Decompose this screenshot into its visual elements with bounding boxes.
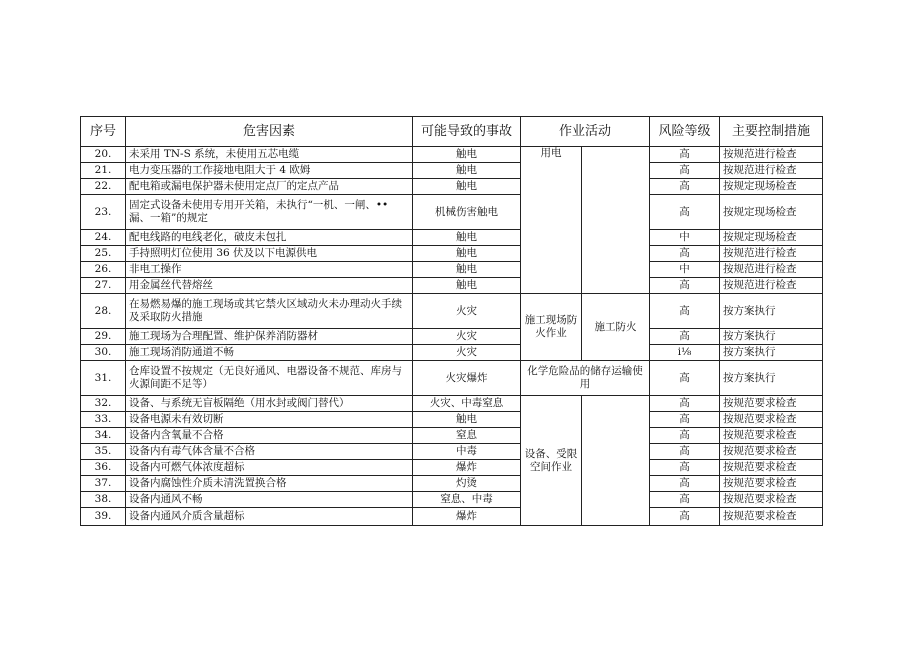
row-hazard: 未采用 TN-S 系统，未使用五芯电缆 [126,147,413,163]
row-level: 高 [650,294,720,329]
table-row [81,294,823,329]
row-accident: 火灾爆炸 [413,361,521,396]
row-level: 高 [650,492,720,508]
header-activity: 作业活动 [521,117,650,147]
row-hazard: 施工现场消防通道不畅 [126,345,413,361]
row-level: 高 [650,508,720,526]
header-measure: 主要控制措施 [720,117,823,147]
row-hazard: 固定式设备未使用专用开关箱，未执行“一机、一闸、•• 漏、一箱”的规定 [126,195,413,230]
row-level: 高 [650,163,720,179]
row-level: 高 [650,460,720,476]
row-hazard: 设备电源未有效切断 [126,412,413,428]
row-num: 29. [81,329,126,345]
table-row [81,195,823,230]
row-measure: 按规范要求检查 [720,508,823,526]
row-hazard: 设备内通风介质含量超标 [126,508,413,526]
row-measure: 按规范要求检查 [720,396,823,412]
group-space: 设备、受限空间作业 [521,396,582,526]
header-accident: 可能导致的事故 [413,117,521,147]
table-row [81,230,823,246]
row-accident: 触电 [413,230,521,246]
table-row [81,147,823,163]
row-num: 23. [81,195,126,230]
row-hazard: 配电线路的电线老化，破皮未包扎 [126,230,413,246]
row-accident: 爆炸 [413,508,521,526]
table-row [81,345,823,361]
row-measure: 按规范进行检查 [720,246,823,262]
row-measure: 按规定现场检查 [720,179,823,195]
row-num: 27. [81,278,126,294]
group-electric: 用电 [521,147,582,294]
row-measure: 按规范进行检查 [720,147,823,163]
table-row [81,179,823,195]
table-row [81,163,823,179]
row-num: 22. [81,179,126,195]
row-measure: 按规范进行检查 [720,163,823,179]
row-num: 24. [81,230,126,246]
row-accident: 触电 [413,262,521,278]
table-row [81,444,823,460]
row-measure: 按规范要求检查 [720,428,823,444]
row-num: 39. [81,508,126,526]
row-accident: 窒息、中毒 [413,492,521,508]
table-row [81,428,823,444]
row-hazard: 非电工操作 [126,262,413,278]
row-level: 高 [650,179,720,195]
row-measure: 按方案执行 [720,345,823,361]
row-hazard: 仓库设置不按规定（无良好通风、电器设备不规范、库房与火源间距不足等） [126,361,413,396]
row-level: 高 [650,246,720,262]
table-row [81,508,823,526]
row-measure: 按规范要求检查 [720,492,823,508]
row-num: 32. [81,396,126,412]
table-row [81,262,823,278]
row-accident: 火灾 [413,294,521,329]
row-measure: 按规范进行检查 [720,278,823,294]
row-accident: 火灾、中毒窒息 [413,396,521,412]
row-hazard: 手持照明灯位使用 36 伏及以下电源供电 [126,246,413,262]
row-num: 33. [81,412,126,428]
table-row [81,246,823,262]
row-hazard: 施工现场为合理配置、维护保养消防器材 [126,329,413,345]
row-num: 28. [81,294,126,329]
row-level: 中 [650,230,720,246]
row-level: 高 [650,361,720,396]
row-accident: 触电 [413,147,521,163]
row-measure: 按规定现场检查 [720,230,823,246]
row-accident: 机械伤害触电 [413,195,521,230]
row-num: 30. [81,345,126,361]
row-accident: 窒息 [413,428,521,444]
row-accident: 触电 [413,163,521,179]
row-level: 高 [650,476,720,492]
row-measure: 按方案执行 [720,329,823,345]
row-num: 26. [81,262,126,278]
group-chem: 化学危险品的储存运输使用 [521,361,650,396]
row-accident: 爆炸 [413,460,521,476]
row-accident: 火灾 [413,345,521,361]
row-level: 高 [650,412,720,428]
row-num: 36. [81,460,126,476]
row-level: 高 [650,428,720,444]
row-num: 34. [81,428,126,444]
row-measure: 按方案执行 [720,361,823,396]
row-measure: 按规定现场检查 [720,195,823,230]
group-electric-sub [582,147,650,294]
row-num: 20. [81,147,126,163]
row-accident: 火灾 [413,329,521,345]
table-row [81,476,823,492]
row-hazard: 设备内通风不畅 [126,492,413,508]
row-hazard: 设备内可燃气体浓度超标 [126,460,413,476]
row-level: 高 [650,329,720,345]
row-measure: 按方案执行 [720,294,823,329]
table-row [81,396,823,412]
row-level: 高 [650,444,720,460]
row-level: i⅛ [650,345,720,361]
table-row [81,329,823,345]
group-fire-site: 施工现场防火作业 [521,294,582,361]
table-row [81,361,823,396]
row-measure: 按规范进行检查 [720,262,823,278]
row-hazard: 设备内含氧量不合格 [126,428,413,444]
group-fire: 施工防火 [582,294,650,361]
row-num: 38. [81,492,126,508]
row-hazard: 设备、与系统无盲板隔绝（用水封或阀门替代） [126,396,413,412]
row-num: 25. [81,246,126,262]
header-num: 序号 [81,117,126,147]
row-hazard: 在易燃易爆的施工现场或其它禁火区域动火未办理动火手续及采取防火措施 [126,294,413,329]
header-row [81,117,823,147]
row-level: 高 [650,396,720,412]
row-level: 中 [650,262,720,278]
row-accident: 中毒 [413,444,521,460]
row-hazard: 用金属丝代替熔丝 [126,278,413,294]
row-hazard: 设备内腐蚀性介质未清洗置换合格 [126,476,413,492]
row-level: 高 [650,195,720,230]
row-measure: 按规范要求检查 [720,476,823,492]
row-hazard: 配电箱或漏电保护器未使用定点厂的定点产品 [126,179,413,195]
row-num: 35. [81,444,126,460]
table-row [81,278,823,294]
row-hazard: 设备内有毒气体含量不合格 [126,444,413,460]
row-num: 31. [81,361,126,396]
row-accident: 触电 [413,179,521,195]
row-accident: 触电 [413,412,521,428]
risk-table [80,116,823,526]
header-hazard: 危害因素 [126,117,413,147]
table-row [81,492,823,508]
row-num: 37. [81,476,126,492]
row-measure: 按规范要求检查 [720,444,823,460]
header-level: 风险等级 [650,117,720,147]
row-num: 21. [81,163,126,179]
row-hazard: 电力变压器的工作接地电阻大于 4 欧姆 [126,163,413,179]
row-accident: 触电 [413,246,521,262]
row-measure: 按规范要求检查 [720,412,823,428]
table-row [81,460,823,476]
row-level: 高 [650,147,720,163]
group-space-sub [582,396,650,526]
row-accident: 触电 [413,278,521,294]
table-row [81,412,823,428]
row-level: 高 [650,278,720,294]
row-measure: 按规范要求检查 [720,460,823,476]
row-accident: 灼烫 [413,476,521,492]
